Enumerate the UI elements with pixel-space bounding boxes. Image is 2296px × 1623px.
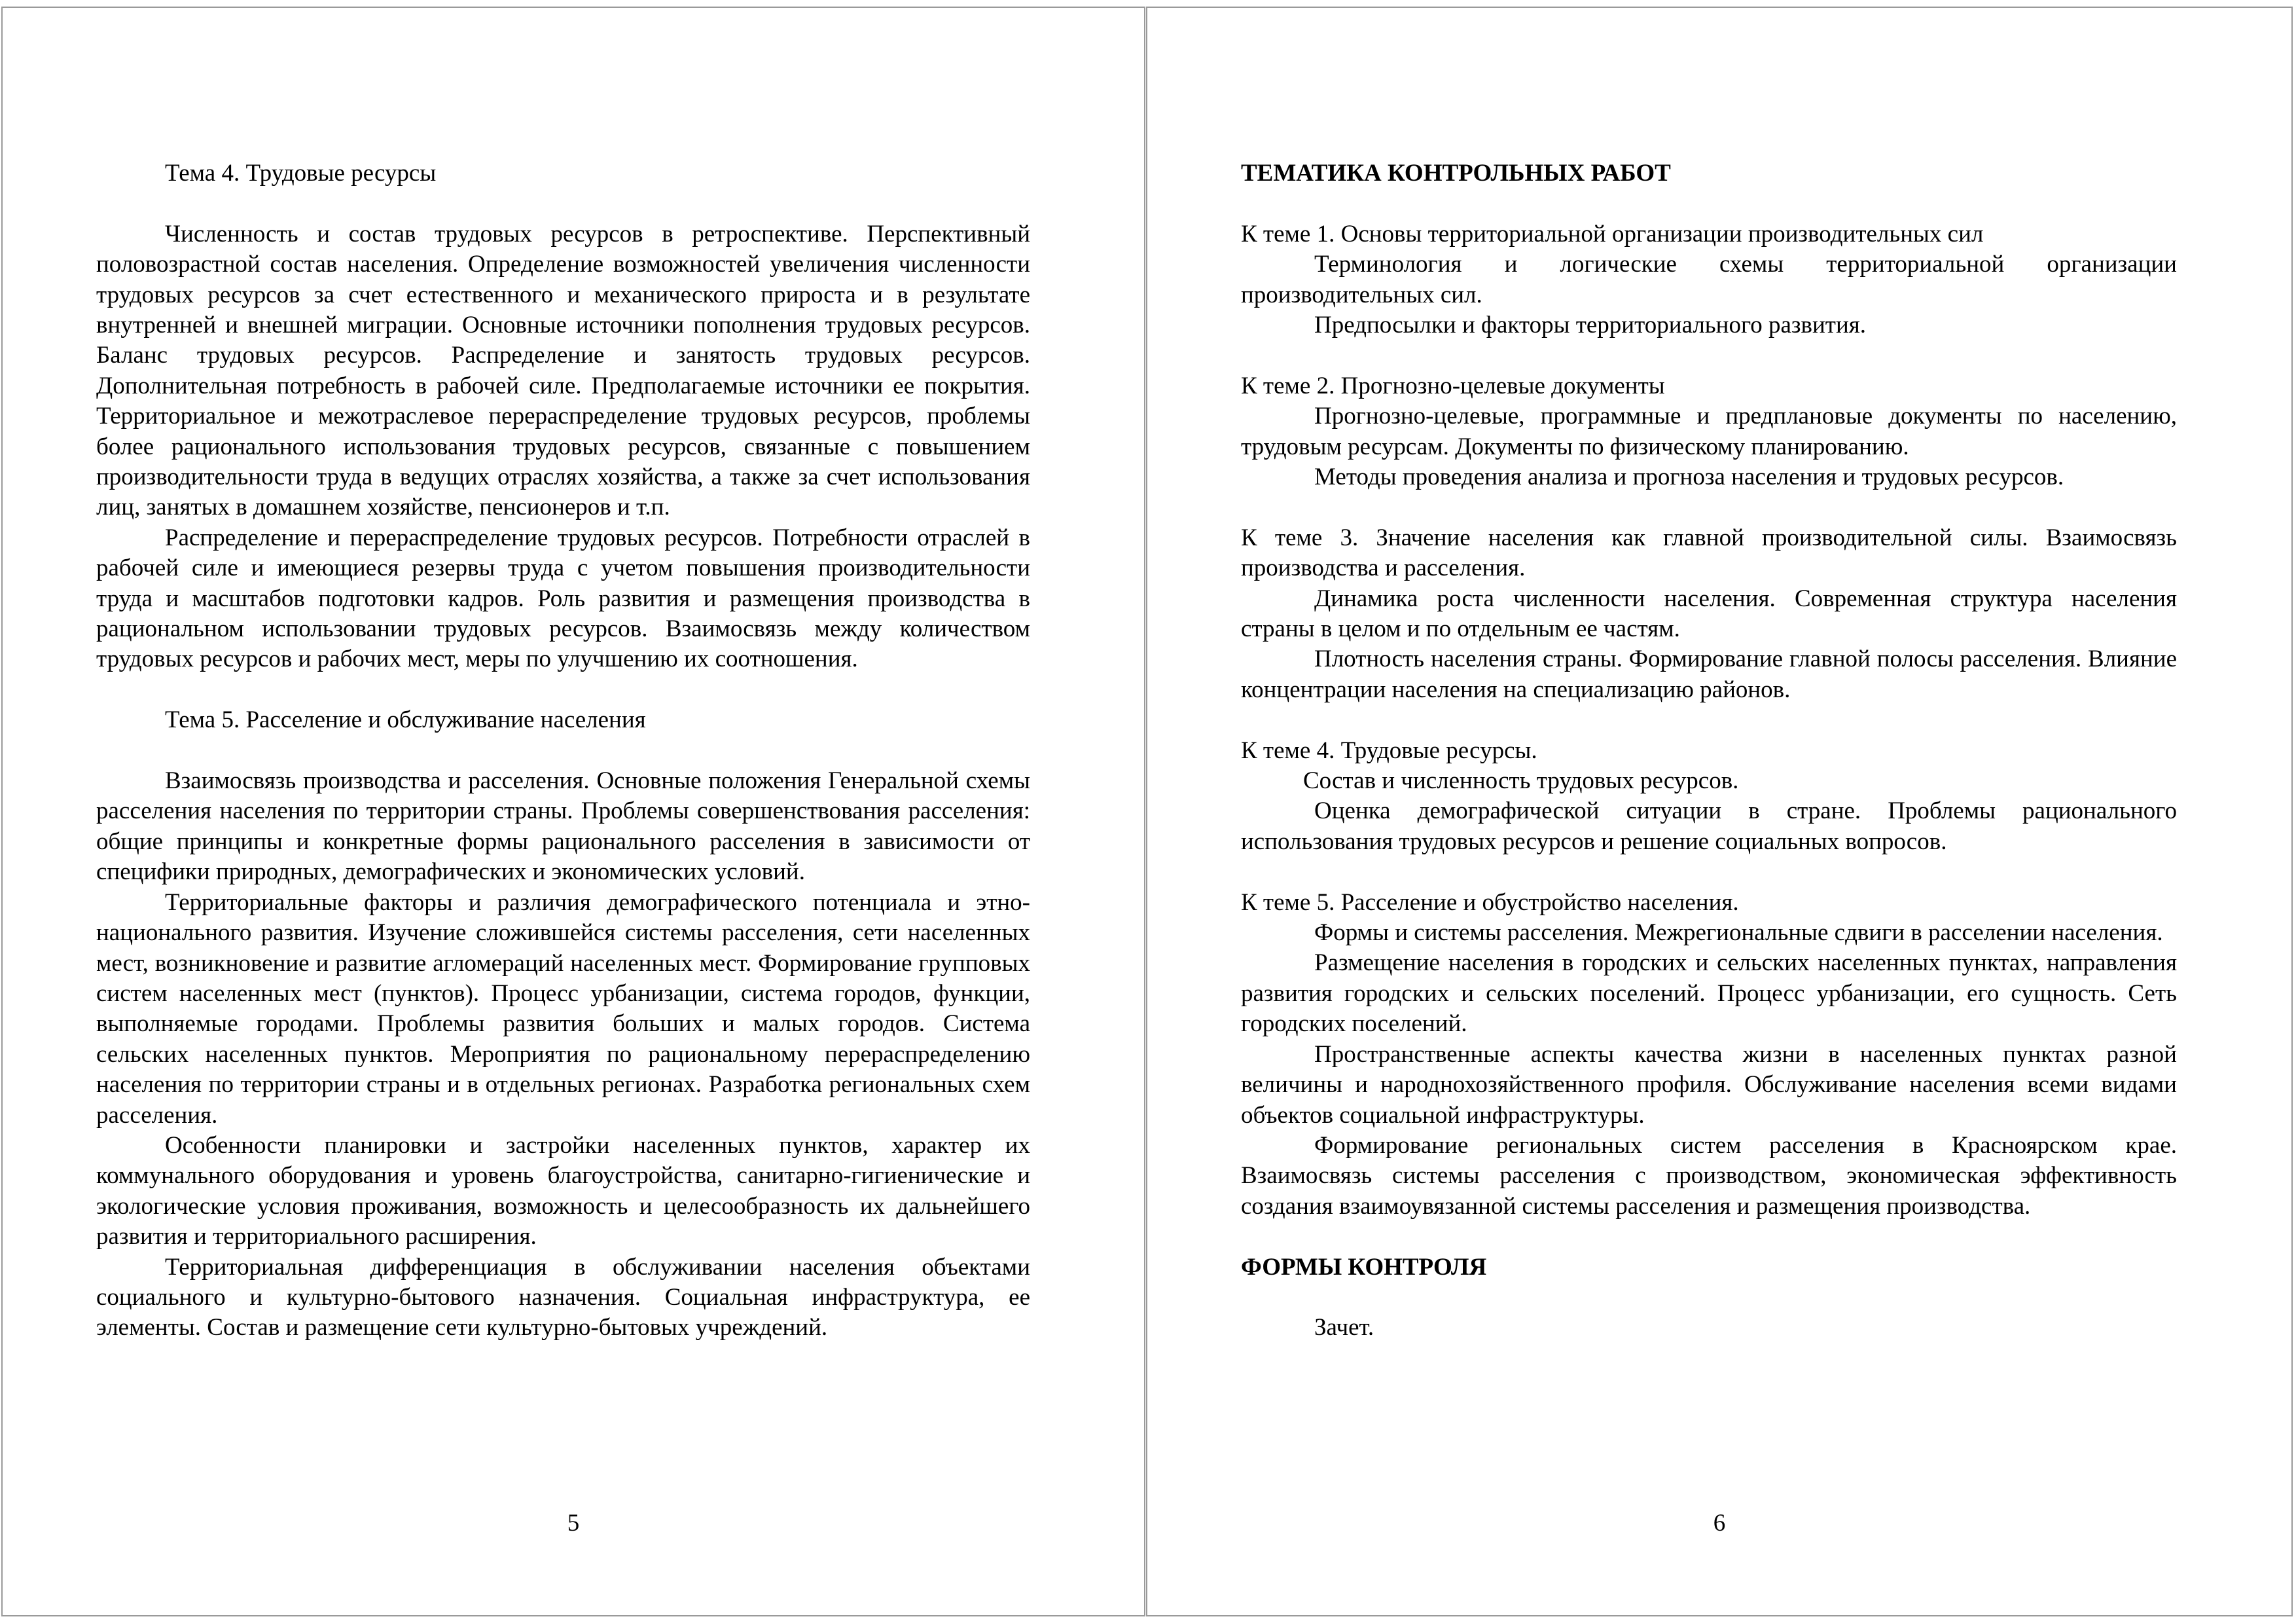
spacer: [1241, 705, 2177, 735]
assignment-topic4-paragraph-1: Состав и численность трудовых ресурсов.: [1303, 767, 1739, 795]
assignment-topic4-paragraph-2: Оценка демографической ситуации в стране. Проблемы рационального использования трудовых ресурсов и решение социальных вопросов.: [1241, 797, 2177, 855]
topic5-title: Тема 5. Расселение и обслуживание населения: [165, 706, 646, 734]
topic4-paragraph-1: Численность и состав трудовых ресурсов в ретроспективе. Перспективный половозрастной состав населения. Определение возможностей увеличения численности трудовых ресурсов за счет естественного и механического прироста и в результате внутренней и внешней миграции. Основные источники пополнения трудовых ресурсов. Баланс трудовых ресурсов. Распределение и занятость трудовых ресурсов. Дополнительная потребность в рабочей силе. Предполагаемые источники ее покрытия. Территориальное и межотраслевое перераспределение трудовых ресурсов, проблемы более рационального использования трудовых ресурсов, связанные с повышением производительности труда в ведущих отраслях хозяйства, а также за счет использования лиц, занятых в домашнем хозяйстве, пенсионеров и т.п.: [96, 220, 1030, 521]
topic5-paragraph-4: Территориальная дифференциация в обслуживании населения объектами социального и культурно-бытового назначения. Социальная инфраструктура, ее элементы. Состав и размещение сети культурно-бытовых учреждений.: [96, 1253, 1030, 1341]
spacer: [1241, 857, 2177, 887]
assignment-topic5-paragraph-2: Размещение населения в городских и сельских населенных пунктах, направления развития городских и сельских поселений. Процесс урбанизации, его сущность. Сеть городских поселений.: [1241, 949, 2177, 1038]
assignment-topic3-title: К теме 3. Значение населения как главной производительной силы. Взаимосвязь производства и расселения.: [1241, 524, 2177, 582]
control-form-text: Зачет.: [1314, 1314, 1374, 1341]
topic4-title: Тема 4. Трудовые ресурсы: [165, 160, 437, 187]
topic5-paragraph-2: Территориальные факторы и различия демографического потенциала и этно-национального развития. Изучение сложившейся системы расселения, сети населенных мест, возникновение и развитие агломераций населенных мест. Формирование групповых систем населенных мест (пунктов). Процесс урбанизации, система городов, функции, выполняемые городами. Проблемы развития больших и малых городов. Система сельских населенных пунктов. Мероприятия по рациональному перераспределению населения по территории страны и в отдельных регионах. Разработка региональных схем расселения.: [96, 888, 1030, 1129]
assignment-topic2-title: К теме 2. Прогнозно-целевые документы: [1241, 372, 1665, 399]
spacer: [96, 675, 1030, 705]
spacer: [1241, 492, 2177, 522]
assignment-topic2-paragraph-1: Прогнозно-целевые, программные и предплановые документы по населению, трудовым ресурсам. Документы по физическому планированию.: [1241, 403, 2177, 460]
left-page-content: [96, 158, 1030, 1343]
assignment-topic1-title: К теме 1. Основы территориальной организации производительных сил: [1241, 220, 1984, 247]
assignment-topic5-paragraph-3: Пространственные аспекты качества жизни в населенных пунктах разной величины и народнохозяйственного профиля. Обслуживание населения всеми видами объектов социальной инфраструктуры.: [1241, 1040, 2177, 1129]
assignment-topic1-paragraph-2: Предпосылки и факторы территориального развития.: [1314, 312, 1867, 339]
assignment-topic4-title: К теме 4. Трудовые ресурсы.: [1241, 737, 1537, 764]
spacer: [1241, 1222, 2177, 1252]
spacer: [1241, 1283, 2177, 1313]
page-number: 5: [567, 1510, 580, 1537]
topic4-paragraph-2: Распределение и перераспределение трудовых ресурсов. Потребности отраслей в рабочей силе и имеющиеся резервы труда с учетом повышения производительности труда и масштабов подготовки кадров. Роль развития и размещения производства в рациональном использовании трудовых ресурсов. Взаимосвязь между количеством трудовых ресурсов и рабочих мест, меры по улучшению их соотношения.: [96, 524, 1030, 673]
spacer: [1241, 340, 2177, 371]
assignment-topic5-paragraph-1: Формы и системы расселения. Межрегиональные сдвиги в расселении населения.: [1314, 919, 2163, 947]
assignment-topic1-paragraph-1: Терминология и логические схемы территориальной организации производительных сил.: [1241, 251, 2177, 308]
page-right: [1146, 7, 2293, 1616]
assignment-topic3-paragraph-1: Динамика роста численности населения. Современная структура населения страны в целом и по отдельным ее частям.: [1241, 585, 2177, 643]
assignment-topic3-paragraph-2: Плотность населения страны. Формирование главной полосы расселения. Влияние концентрации населения на специализацию районов.: [1241, 646, 2177, 703]
section-heading-assignments: ТЕМАТИКА КОНТРОЛЬНЫХ РАБОТ: [1241, 160, 1671, 187]
section-heading-control: ФОРМЫ КОНТРОЛЯ: [1241, 1253, 1487, 1281]
spacer: [96, 736, 1030, 766]
page-number: 6: [1713, 1510, 1726, 1537]
assignment-topic5-title: К теме 5. Расселение и обустройство населения.: [1241, 888, 1739, 916]
spacer: [96, 189, 1030, 219]
topic5-paragraph-3: Особенности планировки и застройки населенных пунктов, характер их коммунального оборудования и уровень благоустройства, санитарно-гигиенические и экологические условия проживания, возможность и целесообразность их дальнейшего развития и территориального расширения.: [96, 1131, 1030, 1250]
topic5-paragraph-1: Взаимосвязь производства и расселения. Основные положения Генеральной схемы расселения населения по территории страны. Проблемы совершенствования расселения: общие принципы и конкретные формы рационального расселения в зависимости от специфики природных, демографических и экономических условий.: [96, 767, 1030, 886]
right-page-content: [1241, 158, 2177, 1343]
page-left: [1, 7, 1145, 1616]
assignment-topic5-paragraph-4: Формирование региональных систем расселения в Красноярском крае. Взаимосвязь системы расселения с производством, экономическая эффективность создания взаимоувязанной системы расселения и размещения производства.: [1241, 1131, 2177, 1220]
assignment-topic2-paragraph-2: Методы проведения анализа и прогноза населения и трудовых ресурсов.: [1314, 464, 2064, 491]
spacer: [1241, 189, 2177, 219]
